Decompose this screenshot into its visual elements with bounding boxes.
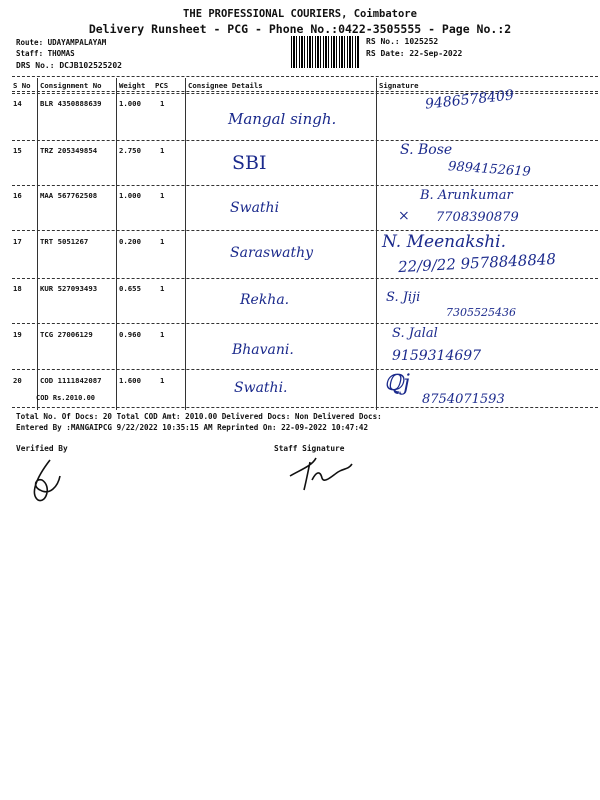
consignee-handwriting: Swathi. [234,380,288,396]
verified-signature [28,456,68,506]
row-consignment: BLR 4350888639 [40,99,102,108]
row-consignment: MAA 567762508 [40,191,98,200]
row-consignment: TRT 5051267 [40,237,89,246]
signature-handwriting: 9486578409 [424,87,515,113]
signature-handwriting: S. Bose [400,142,453,158]
cross-mark: × [398,208,410,224]
row-weight: 1.600 [119,376,141,385]
row-consignment: TRZ 205349854 [40,146,98,155]
totals-line: Total No. Of Docs: 20 Total COD Amt: 2010.00 Delivered Docs: Non Delivered Docs: [16,412,382,421]
barcode [291,36,359,68]
row-sno: 16 [13,191,22,200]
row-pcs: 1 [160,376,165,385]
signature-phone-handwriting: 7305525436 [446,306,516,319]
row-rule [12,323,598,324]
col-header-sno: S No [13,81,31,90]
signature-handwriting: S. Jalal [392,326,438,341]
signature-handwriting: B. Arunkumar [420,188,513,203]
rs-number: RS No.: 1025252 [366,37,439,46]
signature-date-handwriting: 22/9/22 9578848848 [397,249,557,277]
row-sno: 14 [13,99,22,108]
cod-amount: COD Rs.2010.00 [36,394,96,402]
row-rule [12,140,598,141]
row-pcs: 1 [160,99,165,108]
col-header-weight: Weight [119,81,146,90]
row-pcs: 1 [160,284,165,293]
consignee-handwriting: Bhavani. [232,342,294,358]
consignee-handwriting: Rekha. [240,292,290,308]
staff-signature [286,454,356,494]
row-pcs: 1 [160,237,165,246]
consignee-handwriting: Swathi [230,200,280,216]
row-rule [12,230,598,231]
signature-phone-handwriting: 8754071593 [422,392,505,407]
table-top-rule [12,76,598,77]
col-header-signature: Signature [379,81,419,90]
consignee-handwriting: Mangal singh. [228,110,337,128]
rs-date: RS Date: 22-Sep-2022 [366,49,463,58]
row-sno: 18 [13,284,22,293]
row-weight: 1.000 [119,99,141,108]
row-pcs: 1 [160,191,165,200]
col-divider [185,78,186,410]
row-consignment: TCG 27006129 [40,330,93,339]
row-rule [12,278,598,279]
signature-handwriting: N. Meenakshi. [382,232,507,252]
row-consignment: KUR 527093493 [40,284,98,293]
staff-signature-label: Staff Signature [274,444,345,453]
route-label: Route: UDAYAMPALAYAM [16,38,107,47]
row-sno: 19 [13,330,22,339]
col-header-consignee: Consignee Details [188,81,263,90]
col-header-consignment: Consignment No [40,81,102,90]
signature-phone-handwriting: 9159314697 [392,348,482,364]
col-divider [376,78,377,410]
row-weight: 0.655 [119,284,141,293]
row-weight: 0.960 [119,330,141,339]
row-rule [12,185,598,186]
company-title: THE PROFESSIONAL COURIERS, Coimbatore [183,8,417,20]
col-divider [37,78,38,410]
col-header-pcs: PCS [155,81,169,90]
col-divider [116,78,117,410]
row-weight: 0.200 [119,237,141,246]
signature-scribble: ℚj [384,371,410,396]
row-weight: 2.750 [119,146,141,155]
row-sno: 17 [13,237,22,246]
verified-by-label: Verified By [16,444,68,453]
row-sno: 15 [13,146,22,155]
drs-number: DRS No.: DCJB102525202 [16,61,122,70]
entered-by-line: Entered By :MANGAIPCG 9/22/2022 10:35:15 AM Reprinted On: 22-09-2022 10:47:42 [16,423,369,432]
row-weight: 1.000 [119,191,141,200]
signature-phone-handwriting: 7708390879 [436,210,519,225]
row-sno: 20 [13,376,22,385]
row-pcs: 1 [160,330,165,339]
row-rule [12,369,598,370]
runsheet-title: Delivery Runsheet - PCG - Phone No.:0422-3505555 - Page No.:2 [88,22,512,36]
consignee-handwriting: SBI [232,152,267,174]
consignee-handwriting: Saraswathy [230,245,314,261]
signature-phone-handwriting: 9894152619 [447,159,532,180]
staff-label: Staff: THOMAS [16,49,75,58]
row-consignment: COD 1111842087 [40,376,102,385]
table-bottom-rule [12,407,598,408]
signature-handwriting: S. Jiji [386,290,421,305]
row-pcs: 1 [160,146,165,155]
